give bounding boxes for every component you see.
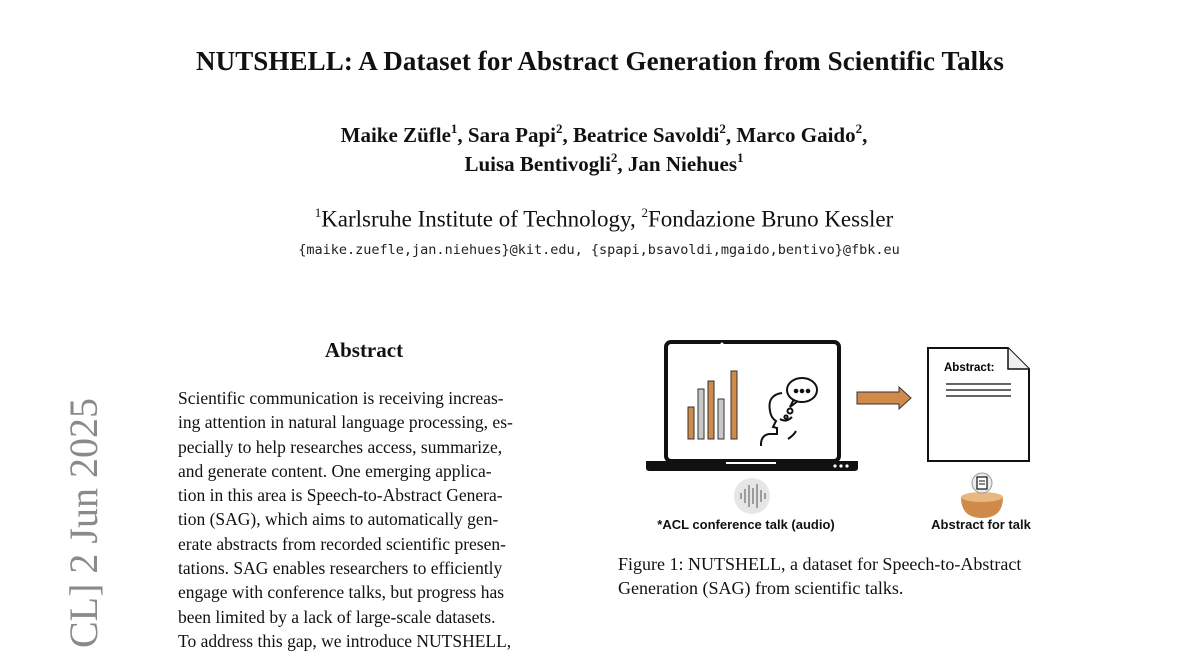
abstract-line: tations. SAG enables researchers to efficiently [178,558,503,579]
abstract-line: tion (SAG), which aims to automatically gen- [178,509,499,530]
author-separator: , [617,152,628,176]
abstract-line: and generate content. One emerging applica- [178,460,492,481]
author-affiliation-mark: 1 [737,150,744,165]
abstract-body [178,386,552,653]
affiliation-separator: , [630,206,642,232]
author-separator: , [862,123,868,147]
abstract-line: To address this gap, we introduce NUTSHELL, [178,630,512,651]
figure-caption: Figure 1: NUTSHELL, a dataset for Speech-to-Abstract Generation (SAG) from scientific talks. [618,554,1022,598]
author-separator: , [725,123,737,147]
affiliation-number: 2 [641,205,649,220]
nutshell-icon [961,473,1003,518]
authors-line-1 [0,122,1200,148]
affiliation-name: Karlsruhe Institute of Technology [321,206,631,232]
author-separator: , [562,123,573,147]
author-separator: , [457,123,468,147]
affiliation-number: 1 [314,205,322,220]
paper-title: NUTSHELL: A Dataset for Abstract Generation from Scientific Talks [196,46,1004,76]
arxiv-stamp: CL] 2 Jun 2025 [61,398,106,648]
author-affiliation-mark: 2 [556,121,563,136]
author-emails: {maike.zuefle,jan.niehues}@kit.edu, {spapi,bsavoldi,mgaido,bentivo}@fbk.eu [298,242,900,258]
affiliations [0,206,1200,233]
abstract-line: tion in this area is Speech-to-Abstract Genera- [178,485,503,506]
author-affiliation-mark: 2 [855,121,863,136]
abstract-line: ing attention in natural language processing, es- [178,412,513,433]
author-name: Sara Papi [467,123,556,147]
audio-waveform-icon [734,478,770,514]
author-name: Marco Gaido [736,123,856,147]
laptop-icon [646,342,858,471]
abstract-line: pecially to help researches access, summarize, [178,436,503,457]
abstract-line: engage with conference talks, but progress has [178,582,505,603]
author-affiliation-mark: 2 [610,150,618,165]
author-affiliation-mark: 2 [719,121,726,136]
author-name: Luisa Bentivogli [464,152,611,176]
abstract-line: Scientific communication is receiving increas- [178,388,504,408]
arrow-icon [857,387,911,409]
author-name: Maike Züfle [340,123,451,147]
author-affiliation-mark: 1 [450,121,458,136]
figure-1-diagram [630,335,1080,540]
abstract-heading: Abstract [324,338,404,362]
figure-output-label: Abstract for talk [931,517,1031,532]
document-label: Abstract: [944,362,995,374]
abstract-line: been limited by a lack of large-scale datasets. [178,606,496,627]
author-name: Beatrice Savoldi [573,123,720,147]
abstract-line: erate abstracts from recorded scientific presen- [178,533,506,554]
affiliation-name: Fondazione Bruno Kessler [648,206,894,232]
authors-line-2 [0,151,1200,177]
author-name: Jan Niehues [627,152,738,176]
figure-input-label: *ACL conference talk (audio) [657,517,835,532]
